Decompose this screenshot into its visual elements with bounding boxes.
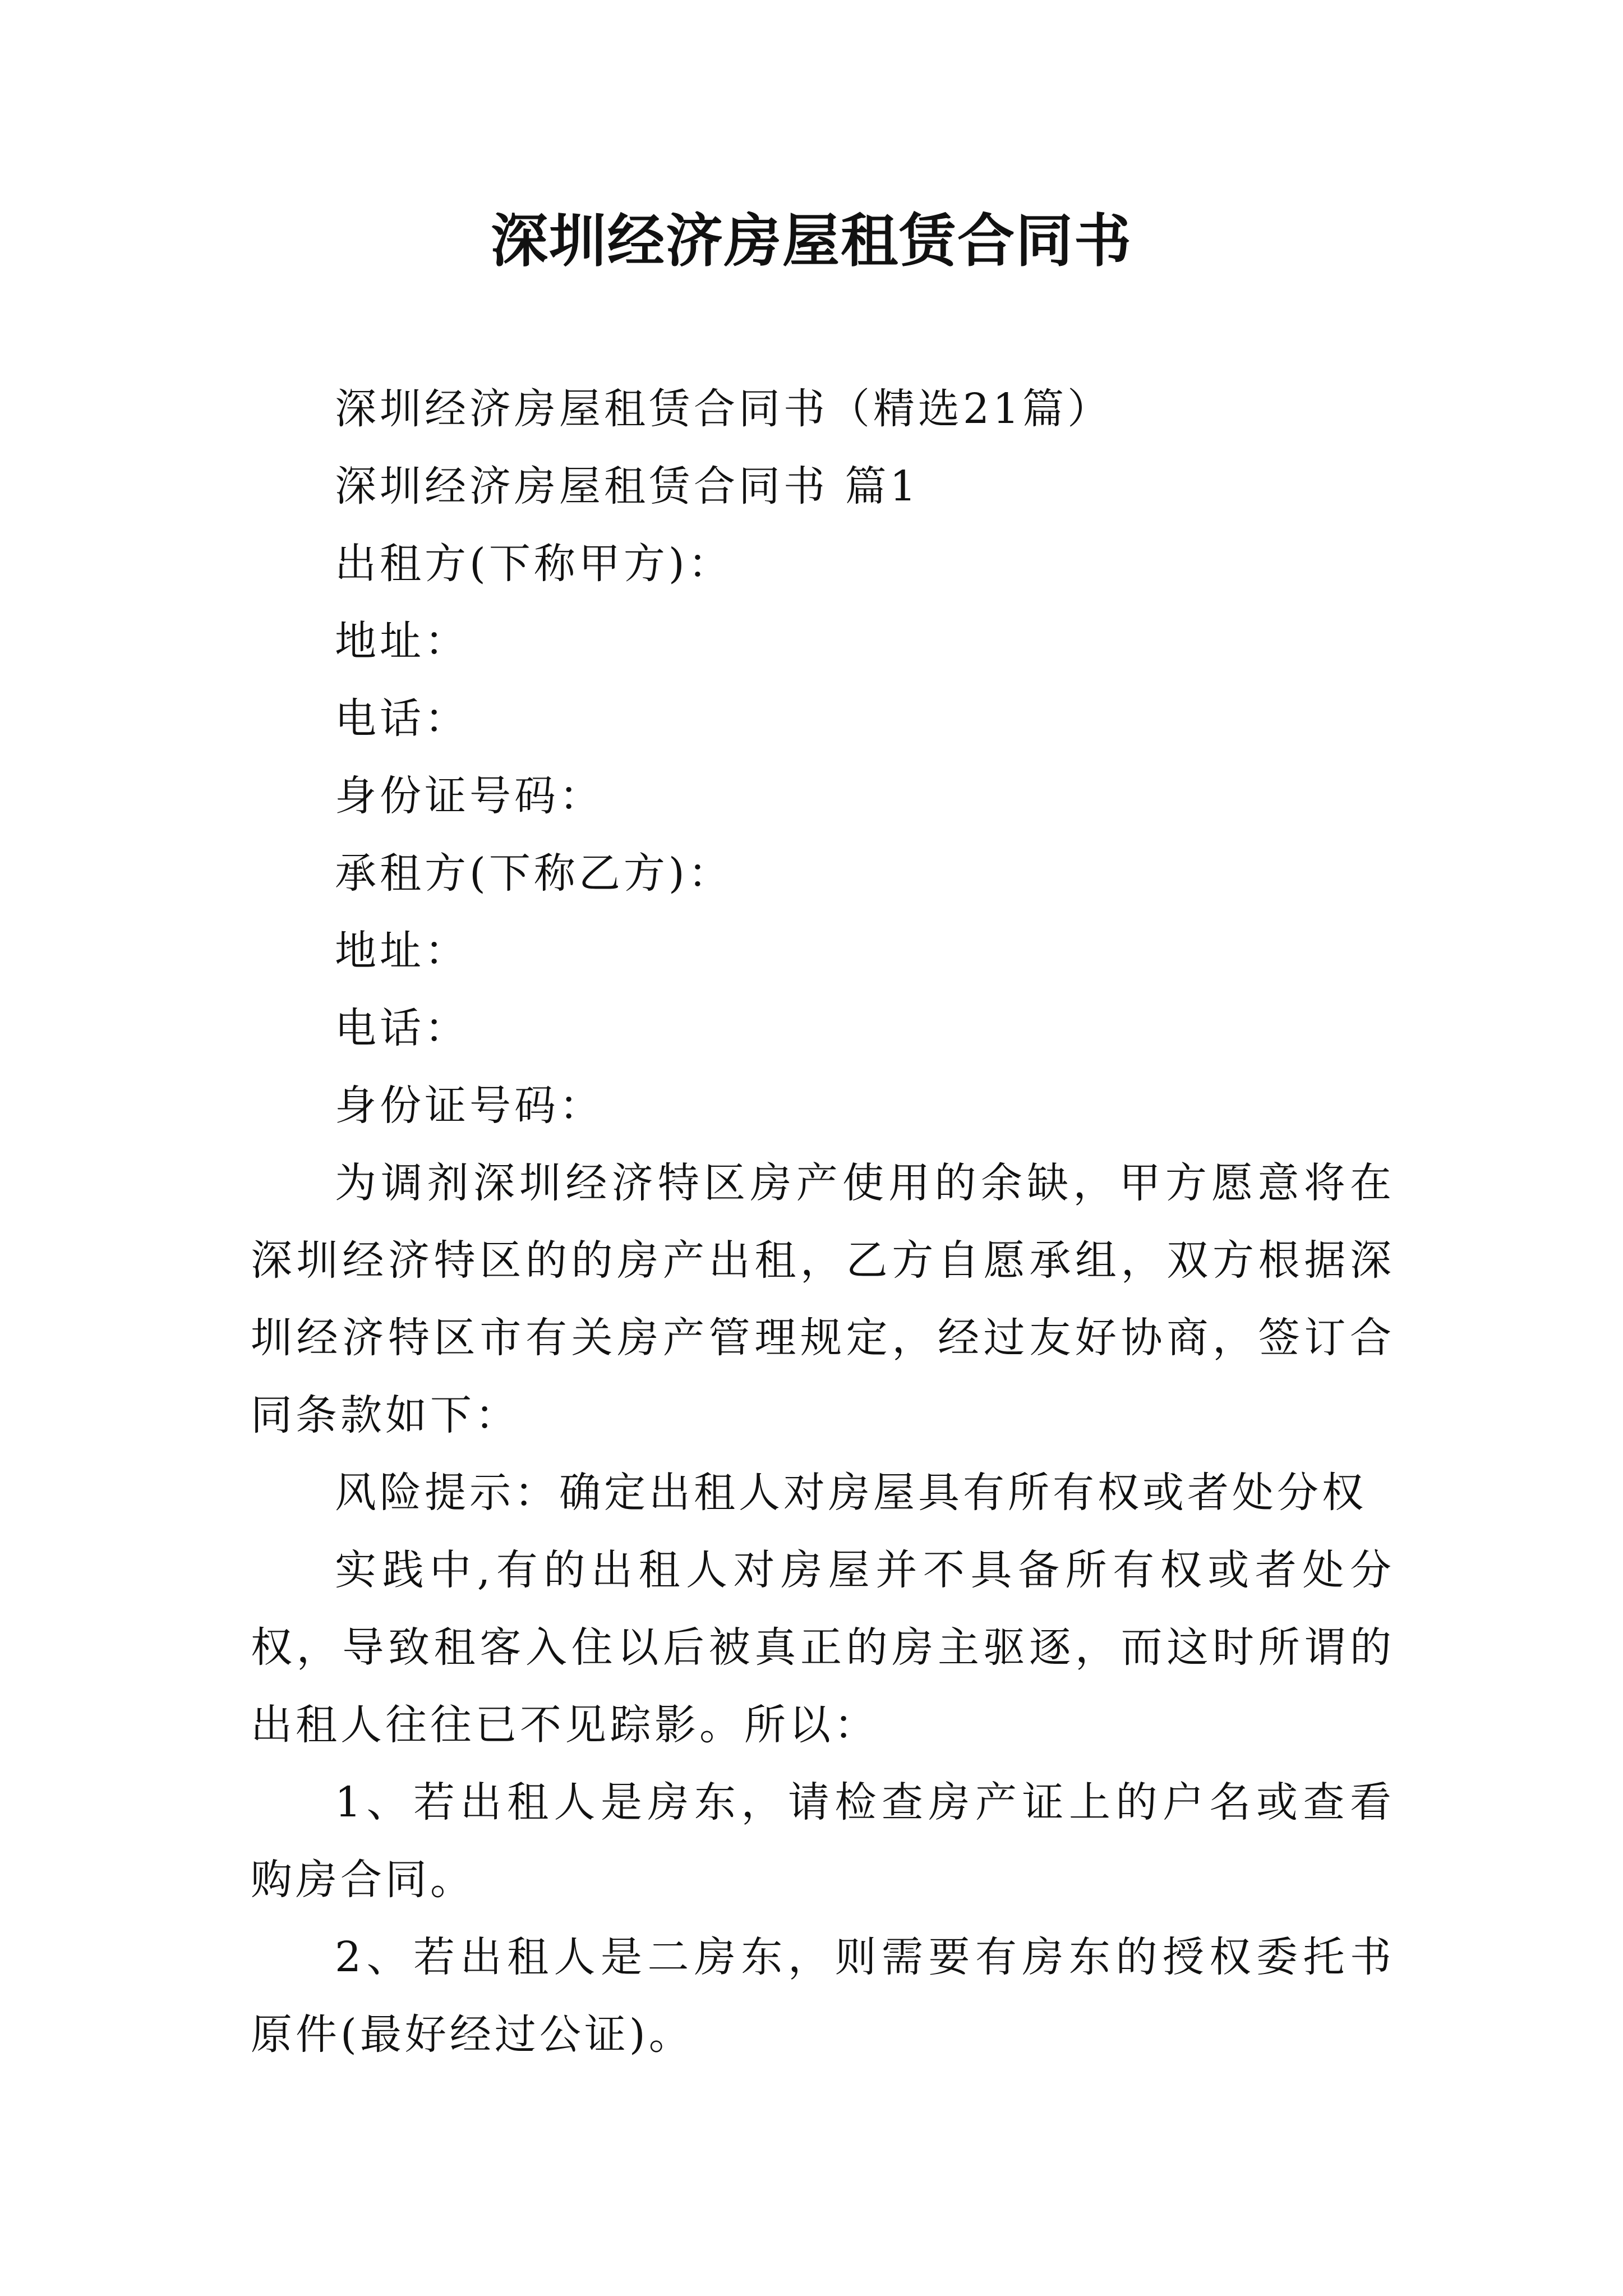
lessor-label: 出租方(下称甲方)：	[335, 540, 733, 588]
lessor-id-field: 身份证号码：	[335, 772, 604, 820]
lessor-phone-field: 电话：	[335, 694, 469, 743]
list-item: 1、若出租人是房东，请检查房产证上的户名或查看购房合同。	[251, 1778, 1395, 1904]
lessee-id-field: 身份证号码：	[335, 1082, 604, 1130]
document-title: 深圳经济房屋租赁合同书	[491, 208, 1132, 275]
lessor-address-field: 地址：	[335, 617, 469, 665]
intro-paragraph: 为调剂深圳经济特区房产使用的余缺，甲方愿意将在深圳经济特区的的房产出租，乙方自愿承组，双方根据深圳经济特区市有关房产管理规定，经过友好协商，签订合同条款如下：	[251, 1159, 1395, 1439]
document-body	[251, 370, 1395, 2073]
lessee-address-field: 地址：	[335, 927, 469, 975]
risk-tip: 风险提示：确定出租人对房屋具有所有权或者处分权	[335, 1469, 1367, 1517]
lessee-label: 承租方(下称乙方)：	[335, 849, 733, 898]
practice-paragraph: 实践中,有的出租人对房屋并不具备所有权或者处分权，导致租客入住以后被真正的房主驱逐，而这时所谓的出租人往往已不见踪影。所以：	[251, 1546, 1395, 1749]
list-item: 2、若出租人是二房东，则需要有房东的授权委托书原件(最好经过公证)。	[251, 1933, 1395, 2059]
document-subtitle: 深圳经济房屋租赁合同书（精选21篇）	[335, 385, 1113, 433]
section-heading: 深圳经济房屋租赁合同书 篇1	[335, 462, 920, 510]
lessee-phone-field: 电话：	[335, 1004, 469, 1052]
